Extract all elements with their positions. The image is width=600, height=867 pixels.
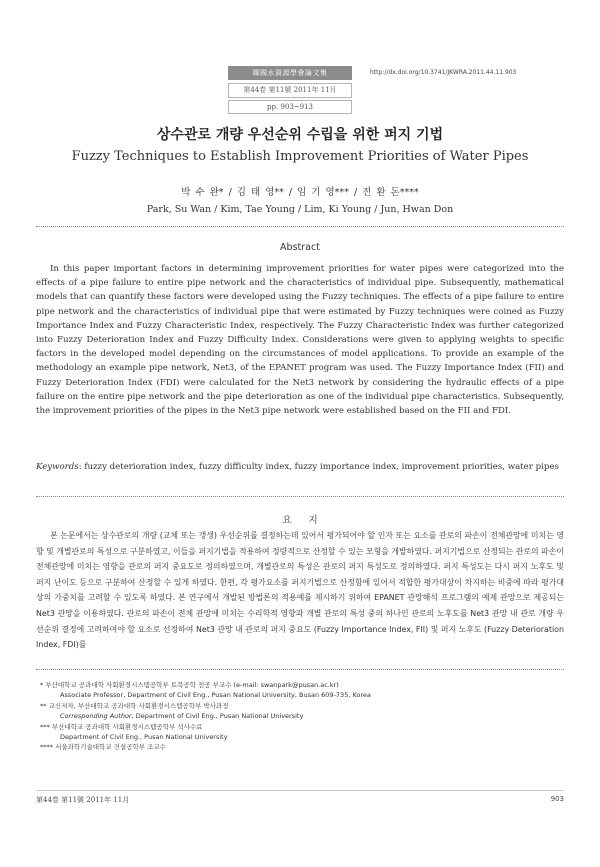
abstract-text: In this paper important factors in determining improvement priorities for water pipes were categorized into the effects of a pipe failure to entire pipe network and the characteristics of individual pipe. Subsequently, mathematical models that can quantify these factors were developed using the Fuzzy techniques. The effects of a pipe failure to entire pipe network and the characteristics of individual pipe that were estimated by Fuzzy techniques were coined as Fuzzy Importance Index and Fuzzy Characteristic Index, respectively. The Fuzzy Characteristic Index was further categorized into Fuzzy Deterioration Index and Fuzzy Difficulty Index. Considerations were given to applying weights to specific factors in the developed model depending on the circumstances of model applications. To provide an example of the methodology an example pipe network, Net3, of the EPANET program was used. The Fuzzy Importance Index (FII) and Fuzzy Deterioration Index (FDI) were calculated for the Net3 network by considering the hydraulic effects of a pipe failure on the entire pipe network and the pipe deterioration as one of the individual pipe characteristics. Subsequently, the improvement priorities of the pipes in the Net3 pipe network were established based on the FII and FDI. (36, 264, 564, 417)
journal-pages: pp. 903~913 (228, 100, 352, 114)
footnote: * 부산대학교 공과대학 사회환경시스템공학부 토목공학 전공 부교수 (e-mail: swanpark@pusan.ac.kr) (40, 681, 339, 689)
authors-english: Park, Su Wan / Kim, Tae Young / Lim, Ki Young / Jun, Hwan Don (146, 204, 454, 215)
keywords-text: : fuzzy deterioration index, fuzzy difficulty index, fuzzy importance index, improvement priorities, water pipes (78, 462, 559, 472)
summary-text: 본 논문에서는 상수관로의 개량 (교체 또는 갱생) 우선순위를 결정하는데 있어서 평가되어야 할 인자 또는 요소를 관로의 파손이 전체관망에 미치는 영향 및 개별관로의 특성으로 구분하였고, 이들을 퍼지기법을 적용하여 정량적으로 산정할 수 있는 모형을 개발하였다. 퍼지기법으로 산정되는 관로의 파손이 전체관망에 미치는 영향을 관로의 퍼지 중요도로 정의하였으며, 개별관로의 특성은 관로의 퍼지 특성도로 정의하였다. 퍼지 특성도는 다시 퍼지 노후도 및 퍼지 난이도 등으로 구분하여 산정할 수 있게 하였다. 한편, 각 평가요소를 퍼지기법으로 산정함에 있어서 적합한 평가대상이 차지하는 비중에 따라 평가대상의 가중치를 고려할 수 있도록 하였다. 본 연구에서 개발된 방법론의 적용예를 제시하기 위하여 EPANET 관망해석 프로그램의 예제 관망으로 제공되는 Net3 관망을 이용하였다. 관로의 파손이 전체 관망에 미치는 수리학적 영향과 개별 관로의 특성 중의 하나인 관로의 노후도를 Net3 관망 내 관로 개량 우선순위 결정에 고려하여야 할 요소로 선정하여 Net3 관망 내 관로의 퍼지 중요도 (Fuzzy Importance Index, FII) 및 퍼지 노후도 (Fuzzy Deterioration Index, FDI)를 (36, 531, 564, 650)
journal-volume-issue: 第44卷 第11號 2011年 11月 (228, 83, 352, 98)
footnote: ** 교신저자, 부산대학교 공과대학 사회환경시스템공학부 박사과정 (40, 701, 229, 710)
paper-title-korean: 상수관로 개량 우선순위 수립을 위한 퍼지 기법 (156, 127, 444, 143)
summary-heading: 요 지 (282, 515, 318, 526)
footnotes (40, 680, 560, 753)
keywords (36, 460, 564, 474)
divider (36, 226, 564, 227)
journal-name: 韓國水資源學會論文集 (228, 66, 352, 80)
footer-volume: 第44卷 第11號 2011年 11月 (36, 796, 130, 804)
divider (36, 669, 564, 670)
footnote: Department of Civil Eng., Pusan National University (60, 733, 228, 742)
authors-korean: 박 수 완* / 김 태 영** / 임 기 영*** / 전 환 돈**** (181, 187, 419, 198)
keywords-label: Keywords (36, 462, 79, 472)
footnote: **** 서울과학기술대학교 건설공학부 조교수 (40, 743, 166, 752)
divider (36, 496, 564, 497)
paper-title-english: Fuzzy Techniques to Establish Improvement Priorities of Water Pipes (71, 149, 529, 164)
doi-link[interactable]: http://dx.doi.org/10.3741/JKWRA.2011.44.11.903 (370, 69, 517, 76)
footnote: Corresponding Author, Department of Civil Eng., Pusan National University (60, 712, 304, 721)
footer-rule (36, 790, 564, 791)
page-number: 903 (550, 795, 564, 803)
footnote: *** 부산대학교 공과대학 사회환경시스템공학부 석사수료 (40, 722, 203, 731)
journal-header (228, 66, 352, 114)
abstract-heading: Abstract (280, 242, 320, 253)
footnote: Associate Professor, Department of Civil Eng., Pusan National University, Busan 609-735, Korea (60, 691, 371, 700)
